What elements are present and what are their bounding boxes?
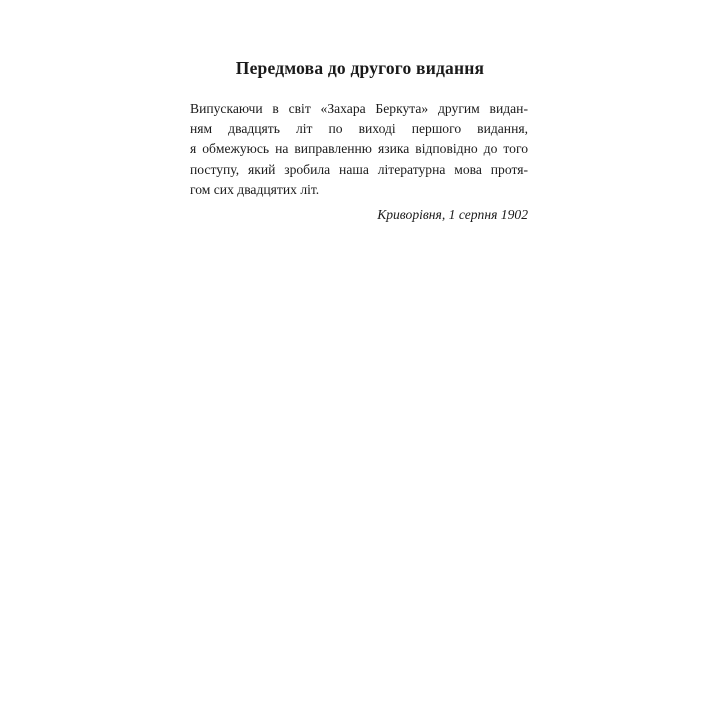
paragraph-line: Випускаючи в світ «Захара Беркута» другим видан- — [190, 101, 528, 116]
page-title: Передмова до другого видання — [235, 58, 485, 78]
place-date-signature: Криворівня, 1 серпня 1902 — [377, 207, 528, 222]
paragraph-line: я обмежуюсь на виправленню язика відповідно до того — [190, 141, 528, 157]
paragraph-line: поступу, який зробила наша літературна мова протя- — [190, 161, 528, 177]
preface-paragraph — [190, 99, 528, 200]
paragraph-line: гом сих двадцятих літ. — [190, 181, 320, 197]
paragraph-line: ням двадцять літ по виході першого видання, — [190, 121, 528, 137]
